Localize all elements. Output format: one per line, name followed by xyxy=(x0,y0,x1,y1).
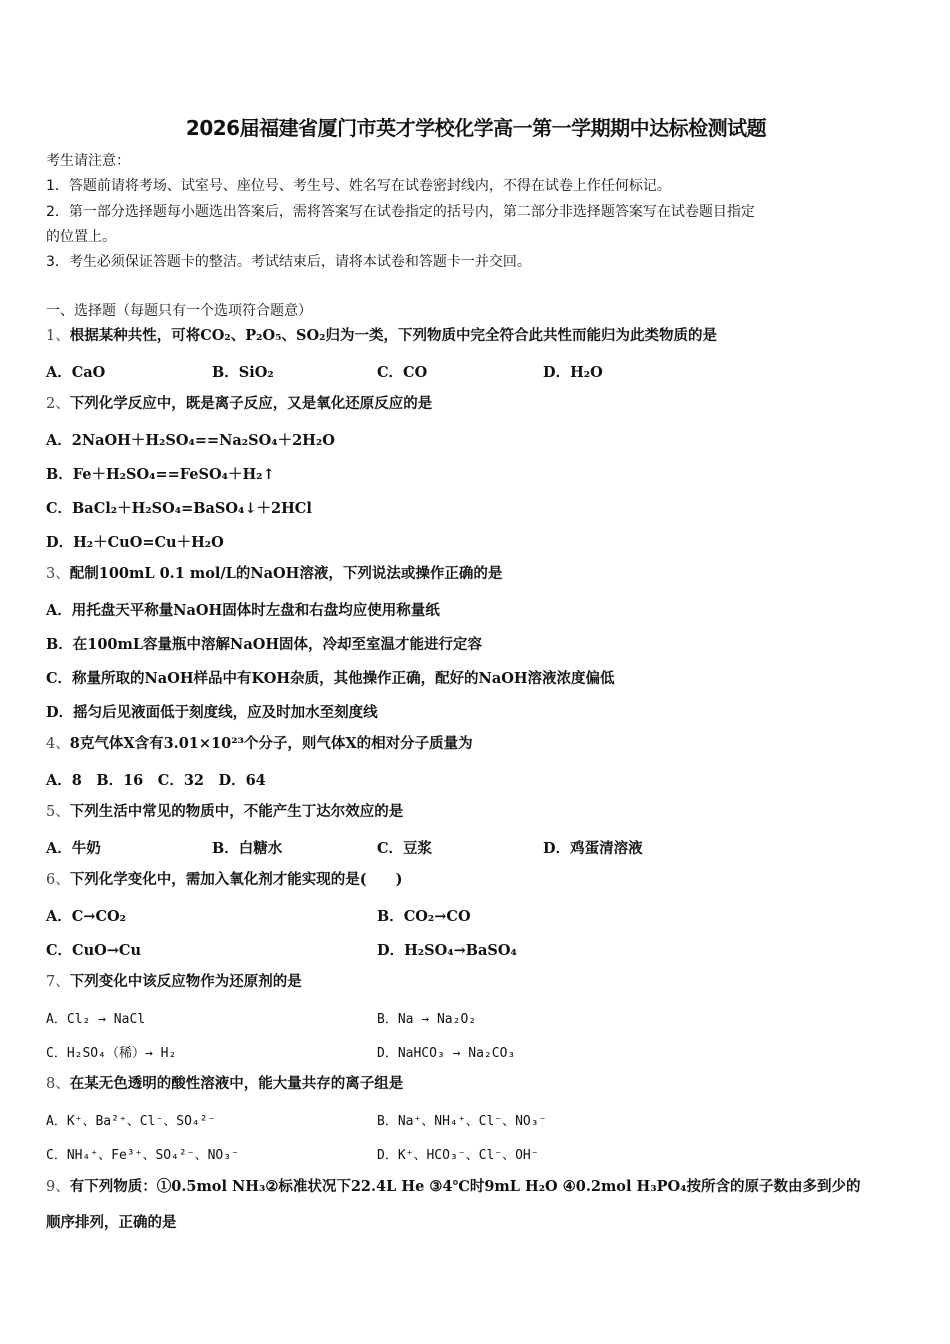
q8-option-b: B．Na⁺、NH₄⁺、Cl⁻、NO₃⁻ xyxy=(377,1114,547,1129)
question-text: 下列化学反应中，既是离子反应，又是氧化还原反应的是 xyxy=(69,395,433,412)
q2-option-b: B．Fe＋H₂SO₄==FeSO₄＋H₂↑ xyxy=(46,466,275,483)
q8-option-c: C．NH₄⁺、Fe³⁺、SO₄²⁻、NO₃⁻ xyxy=(46,1148,239,1163)
question-number: 8、 xyxy=(46,1076,70,1092)
q5-option-a: A．牛奶 xyxy=(46,840,101,857)
question-number: 5、 xyxy=(46,804,70,820)
q2-option-c: C．BaCl₂＋H₂SO₄=BaSO₄↓＋2HCl xyxy=(46,500,312,517)
question-6 xyxy=(46,871,402,889)
q1-option-c: C．CO xyxy=(377,364,428,381)
q6-option-b: B．CO₂→CO xyxy=(377,908,471,925)
q6-option-c: C．CuO→Cu xyxy=(46,942,141,959)
question-number: 3、 xyxy=(46,566,70,582)
notice-item-2-cont: 的位置上。 xyxy=(46,229,116,245)
notice-item-1: 1．答题前请将考场、试室号、座位号、考生号、姓名写在试卷密封线内，不得在试卷上作任何标记。 xyxy=(46,178,671,194)
question-text: 配制100mL 0.1 mol/L的NaOH溶液，下列说法或操作正确的是 xyxy=(69,565,503,582)
question-text: 8克气体X含有3.01×10²³个分子，则气体X的相对分子质量为 xyxy=(69,735,473,752)
q2-option-d: D．H₂＋CuO=Cu＋H₂O xyxy=(46,534,224,551)
q1-option-d: D．H₂O xyxy=(543,364,603,381)
question-text: 有下列物质：①0.5mol NH₃②标准状况下22.4L He ③4℃时9mL H₂O ④0.2mol H₃PO₄按所含的原子数由多到少的 xyxy=(69,1178,861,1195)
question-1 xyxy=(46,327,717,345)
notice-item-2: 2．第一部分选择题每小题选出答案后，需将答案写在试卷指定的括号内，第二部分非选择题答案写在试卷题目指定 xyxy=(46,204,755,220)
q3-option-b: B．在100mL容量瓶中溶解NaOH固体，冷却至室温才能进行定容 xyxy=(46,636,483,653)
section-heading: 一、选择题（每题只有一个选项符合题意） xyxy=(46,303,312,319)
question-3 xyxy=(46,565,502,583)
question-4 xyxy=(46,735,473,753)
question-text: 根据某种共性，可将CO₂、P₂O₅、SO₂归为一类，下列物质中完全符合此共性而能归为此类物质的是 xyxy=(69,327,717,344)
q8-option-d: D．K⁺、HCO₃⁻、Cl⁻、OH⁻ xyxy=(377,1148,539,1163)
notice-item-3: 3．考生必须保证答题卡的整洁。考试结束后，请将本试卷和答题卡一并交回。 xyxy=(46,254,531,270)
question-5 xyxy=(46,803,403,821)
q7-option-b: B．Na → Na₂O₂ xyxy=(377,1012,477,1027)
question-8 xyxy=(46,1075,403,1093)
q5-option-b: B．白糖水 xyxy=(212,840,283,857)
q6-option-d: D．H₂SO₄→BaSO₄ xyxy=(377,942,517,959)
q1-option-a: A．CaO xyxy=(46,364,106,381)
q3-option-c: C．称量所取的NaOH样品中有KOH杂质，其他操作正确，配好的NaOH溶液浓度偏低 xyxy=(46,670,615,687)
question-9-cont: 顺序排列，正确的是 xyxy=(46,1214,177,1231)
question-2 xyxy=(46,395,432,413)
q7-option-d: D．NaHCO₃ → Na₂CO₃ xyxy=(377,1046,516,1061)
q3-option-a: A．用托盘天平称量NaOH固体时左盘和右盘均应使用称量纸 xyxy=(46,602,440,619)
q5-option-c: C．豆浆 xyxy=(377,840,433,857)
question-number: 4、 xyxy=(46,736,70,752)
question-9 xyxy=(46,1178,860,1196)
question-text: 下列化学变化中，需加入氧化剂才能实现的是( ) xyxy=(69,871,403,888)
q7-option-c: C．H₂SO₄（稀）→ H₂ xyxy=(46,1046,177,1061)
question-number: 7、 xyxy=(46,974,70,990)
q1-option-b: B．SiO₂ xyxy=(212,364,274,381)
q8-option-a: A．K⁺、Ba²⁺、Cl⁻、SO₄²⁻ xyxy=(46,1114,216,1129)
question-text: 在某无色透明的酸性溶液中，能大量共存的离子组是 xyxy=(69,1075,404,1092)
q5-option-d: D．鸡蛋清溶液 xyxy=(543,840,643,857)
notice-heading: 考生请注意： xyxy=(46,153,130,169)
q3-option-d: D．摇匀后见液面低于刻度线，应及时加水至刻度线 xyxy=(46,704,378,721)
question-number: 1、 xyxy=(46,328,70,344)
question-number: 9、 xyxy=(46,1179,70,1195)
q7-option-a: A．Cl₂ → NaCl xyxy=(46,1012,146,1027)
q6-option-a: A．C→CO₂ xyxy=(46,908,126,925)
question-number: 6、 xyxy=(46,872,70,888)
q2-option-a: A．2NaOH＋H₂SO₄==Na₂SO₄＋2H₂O xyxy=(46,432,335,449)
question-text: 下列变化中该反应物作为还原剂的是 xyxy=(69,973,302,990)
question-7 xyxy=(46,973,302,991)
page-title: 2026届福建省厦门市英才学校化学高一第一学期期中达标检测试题 xyxy=(185,116,767,140)
question-number: 2、 xyxy=(46,396,70,412)
question-text: 下列生活中常见的物质中，不能产生丁达尔效应的是 xyxy=(69,803,404,820)
q4-options: A．8 B．16 C．32 D．64 xyxy=(46,772,266,789)
